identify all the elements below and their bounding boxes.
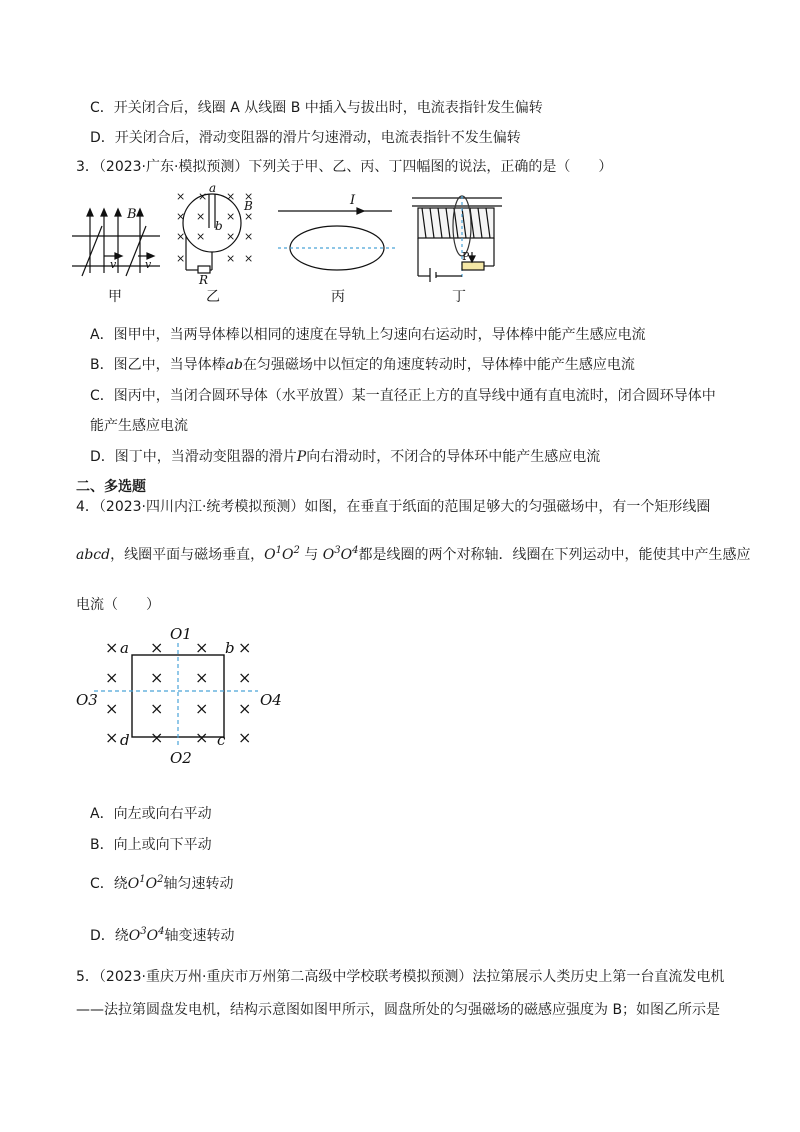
coil-corner-a: a [120,639,129,657]
svg-text:×: × [150,699,164,718]
svg-text:×: × [244,230,254,243]
svg-text:×: × [150,728,164,747]
figure-label-yi: 乙 [206,289,220,305]
q2-option-d: D．开关闭合后，滑动变阻器的滑片匀速滑动，电流表指针不发生偏转 [90,130,521,146]
yi-b-label: b [215,219,223,233]
svg-text:×: × [195,699,209,718]
svg-text:×: × [244,252,254,265]
q3-option-d-post: 向右滑动时，不闭合的导体环中能产生感应电流 [306,449,601,465]
coil-corner-d: d [120,731,130,749]
q3-figures [0,178,800,308]
svg-text:×: × [195,728,209,747]
q4-axis-o3o4: $O^3O^4$ [322,545,359,563]
svg-text:×: × [195,668,209,687]
q4-option-c-axis: $O^1O^2$ [127,874,164,892]
svg-text:×: × [198,190,208,203]
figure-ding [412,196,502,282]
q4-stem-line2 [76,545,750,567]
svg-text:×: × [176,230,186,243]
yi-R-label: R [199,273,209,287]
svg-text:×: × [226,210,236,223]
svg-text:×: × [105,728,119,747]
q4-stem-post: 都是线圈的两个对称轴．线圈在下列运动中，能使其中产生感应 [358,547,751,563]
figure-label-jia: 甲 [108,289,122,305]
svg-text:×: × [195,638,209,657]
svg-text:×: × [150,638,164,657]
q4-option-a: A．向左或向右平动 [90,806,212,822]
q4-coil-name: abcd [76,547,111,563]
q3-option-a: A．图甲中，当两导体棒以相同的速度在导轨上匀速向右运动时，导体棒中能产生感应电流 [90,327,646,343]
svg-text:×: × [105,668,119,687]
figure-bing [278,208,396,270]
axis-label-o4: O4 [260,691,282,709]
q3-option-b-post: 在匀强磁场中以恒定的角速度转动时，导体棒中能产生感应电流 [242,357,635,373]
figure-label-bing: 丙 [331,289,345,305]
bing-I-label: I [350,193,356,208]
svg-text:×: × [244,210,254,223]
jia-v1-label: v [110,258,117,271]
q3-option-b-var: ab [225,357,243,373]
q4-option-d [90,926,235,948]
svg-text:×: × [226,252,236,265]
svg-text:×: × [238,728,252,747]
axis-label-o2: O2 [170,749,192,767]
jia-v2-label: v [145,258,152,271]
q4-option-b: B．向上或向下平动 [90,837,212,853]
axis-label-o3: O3 [76,691,98,709]
q4-figure [70,625,310,770]
q3-option-b-pre: B．图乙中，当导体棒 [90,357,226,373]
yi-B-label: B [244,199,253,213]
q4-stem-and: 与 [304,547,319,563]
q4-option-c-post: 轴匀速转动 [163,876,234,892]
svg-text:×: × [196,230,206,243]
q5-line1: 5．（2023·重庆万州·重庆市万州第二高级中学校联考模拟预测）法拉第展示人类历史上第一台直流发电机 [76,969,725,985]
svg-text:×: × [176,210,186,223]
jia-B-label: B [127,207,137,222]
ding-P-label: P [462,250,470,263]
svg-text:×: × [238,638,252,657]
q3-option-d-var: P [296,449,307,465]
svg-text:×: × [244,190,254,203]
svg-text:×: × [238,699,252,718]
svg-text:×: × [150,668,164,687]
q4-option-d-pre: D．绕 [90,928,129,944]
figure-label-ding: 丁 [452,289,466,305]
q4-stem-mid: ，线圈平面与磁场垂直， [110,547,265,563]
q3-option-b [90,355,635,375]
q4-option-c [90,874,234,896]
q3-option-c-line1: C．图丙中，当闭合圆环导体（水平放置）某一直径正上方的直导线中通有直电流时，闭合圆环导体中 [90,388,716,404]
svg-text:×: × [105,638,119,657]
svg-text:×: × [105,699,119,718]
q3-option-c-line2: 能产生感应电流 [90,418,188,434]
q4-stem-line3: 电流（ ） [76,597,160,613]
q5-line2: ——法拉第圆盘发电机，结构示意图如图甲所示，圆盘所处的匀强磁场的磁感应强度为 B；如图乙所示是 [76,1002,721,1018]
svg-text:×: × [238,668,252,687]
svg-text:×: × [226,190,236,203]
q3-option-d [90,447,600,467]
q2-option-c: C．开关闭合后，线圈 A 从线圈 B 中插入与拔出时，电流表指针发生偏转 [90,100,543,116]
q4-option-d-post: 轴变速转动 [164,928,235,944]
coil-corner-b: b [225,639,235,657]
svg-text:×: × [196,210,206,223]
q3-option-d-pre: D．图丁中，当滑动变阻器的滑片 [90,449,297,465]
coil-corner-c: c [217,731,226,749]
q4-option-d-axis: $O^3O^4$ [128,926,165,944]
svg-text:×: × [226,230,236,243]
q4-axis-o1o2: $O^1O^2$ [264,545,300,563]
svg-text:×: × [176,252,186,265]
section-title: 二、多选题 [76,479,146,495]
q4-stem-line1: 4．（2023·四川内江·统考模拟预测）如图，在垂直于纸面的范围足够大的匀强磁场中，有一个矩形线圈 [76,499,711,515]
axis-label-o1: O1 [170,625,192,643]
q4-option-c-pre: C．绕 [90,876,128,892]
q3-stem: 3．（2023·广东·模拟预测）下列关于甲、乙、丙、丁四幅图的说法，正确的是（ ） [76,159,613,175]
yi-a-label: a [209,181,217,195]
svg-text:×: × [176,190,186,203]
